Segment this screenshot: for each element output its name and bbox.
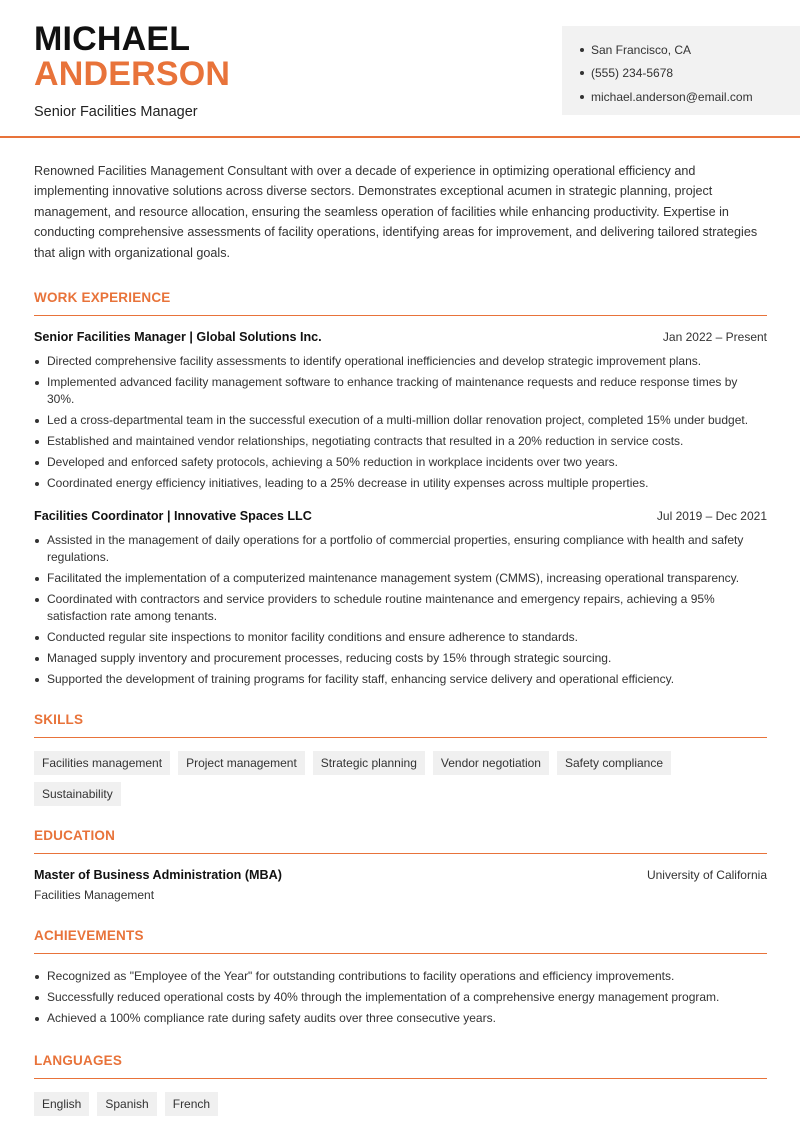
list-item: Facilitated the implementation of a computerized maintenance management system (CMMS), increasing operational transparency. [34,570,767,587]
list-item: Assisted in the management of daily operations for a portfolio of commercial properties, ensuring compliance with health and safety regulations. [34,532,767,566]
bullet-icon [580,95,584,99]
section-title-languages: LANGUAGES [34,1053,123,1069]
job-entry [34,330,767,492]
job-bullets [34,532,767,688]
section-divider [34,953,767,954]
skills-section [34,712,767,813]
phone-text: (555) 234-5678 [591,66,674,81]
job-entry [34,509,767,688]
bullet-icon [580,48,584,52]
field-of-study: Facilities Management [34,888,155,903]
list-item: Successfully reduced operational costs by 40% through the implementation of a comprehensive energy management program. [34,989,767,1006]
job-dates: Jul 2019 – Dec 2021 [656,509,767,524]
list-item: Led a cross-departmental team in the successful execution of a multi-million dollar renovation project, completed 15% under budget. [34,412,767,429]
language-tag: English [34,1092,89,1116]
job-heading: Senior Facilities Manager | Global Solutions Inc. [34,330,322,345]
list-item: Directed comprehensive facility assessments to identify operational inefficiencies and develop strategic improvement plans. [34,353,767,370]
contact-location [580,38,800,62]
list-item: Coordinated energy efficiency initiatives, leading to a 25% decrease in utility expenses across multiple properties. [34,475,767,492]
contact-email[interactable] [580,85,800,109]
list-item: Coordinated with contractors and service providers to schedule routine maintenance and emergency repairs, achieving a 95% satisfaction rate among tenants. [34,591,767,625]
skill-tag: Sustainability [34,782,121,806]
contact-box [562,26,800,115]
section-title-work: WORK EXPERIENCE [34,290,171,306]
last-name: ANDERSON [34,55,231,93]
work-section [34,290,767,688]
name-block [34,22,230,120]
job-dates: Jan 2022 – Present [662,330,767,345]
job-bullets [34,353,767,492]
section-title-achievements: ACHIEVEMENTS [34,928,144,944]
resume-content [34,161,767,1123]
skill-tag: Strategic planning [313,751,425,775]
contact-phone [580,62,800,86]
skills-tags [34,751,767,813]
list-item: Conducted regular site inspections to monitor facility conditions and ensure adherence to standards. [34,629,767,646]
list-item: Recognized as "Employee of the Year" for outstanding contributions to facility operations and efficiency improvements. [34,968,767,985]
achievements-list [34,968,767,1027]
skill-tag: Facilities management [34,751,170,775]
education-section [34,828,767,902]
location-text: San Francisco, CA [591,42,692,57]
degree: Master of Business Administration (MBA) [34,868,282,883]
section-divider [34,737,767,738]
language-tags [34,1092,767,1123]
skill-tag: Project management [178,751,305,775]
languages-section [34,1053,767,1123]
education-header [34,868,767,882]
skill-tag: Safety compliance [557,751,671,775]
list-item: Established and maintained vendor relationships, negotiating contracts that resulted in a 20% reduction in service costs. [34,433,767,450]
job-header [34,330,767,344]
skill-tag: Vendor negotiation [433,751,549,775]
list-item: Supported the development of training programs for facility staff, enhancing service delivery and operational efficiency. [34,671,767,688]
section-divider [34,853,767,854]
section-divider [34,1078,767,1079]
achievements-section [34,928,767,1027]
bullet-icon [580,71,584,75]
list-item: Developed and enforced safety protocols, achieving a 50% reduction in workplace incidents over two years. [34,454,767,471]
list-item: Managed supply inventory and procurement processes, reducing costs by 15% through strategic sourcing. [34,650,767,667]
section-title-skills: SKILLS [34,712,84,728]
section-title-education: EDUCATION [34,828,116,844]
job-header [34,509,767,523]
language-tag: French [165,1092,218,1116]
list-item: Implemented advanced facility management software to enhance tracking of maintenance requests and reduce response times by 30%. [34,374,767,408]
education-entry [34,868,767,902]
section-divider [34,315,767,316]
resume-header [0,0,800,138]
summary: Renowned Facilities Management Consultant with over a decade of experience in optimizing operational efficiency and implementing innovative solutions across diverse sectors. Demonstrates exceptional acumen in strategic planning, project management, and resource allocation, ensuring the seamless operation of facilities while enhancing productivity. Expertise in conducting comprehensive assessments of facility operations, identifying areas for improvement, and delivering tailored strategies that align with organizational goals. [34,164,758,260]
list-item: Achieved a 100% compliance rate during safety audits over three consecutive years. [34,1010,767,1027]
job-heading: Facilities Coordinator | Innovative Spaces LLC [34,509,312,524]
school: University of California [646,868,767,883]
job-title: Senior Facilities Manager [34,104,198,120]
language-tag: Spanish [97,1092,156,1116]
first-name: MICHAEL [34,20,191,58]
email-text[interactable]: michael.anderson@email.com [591,89,753,104]
